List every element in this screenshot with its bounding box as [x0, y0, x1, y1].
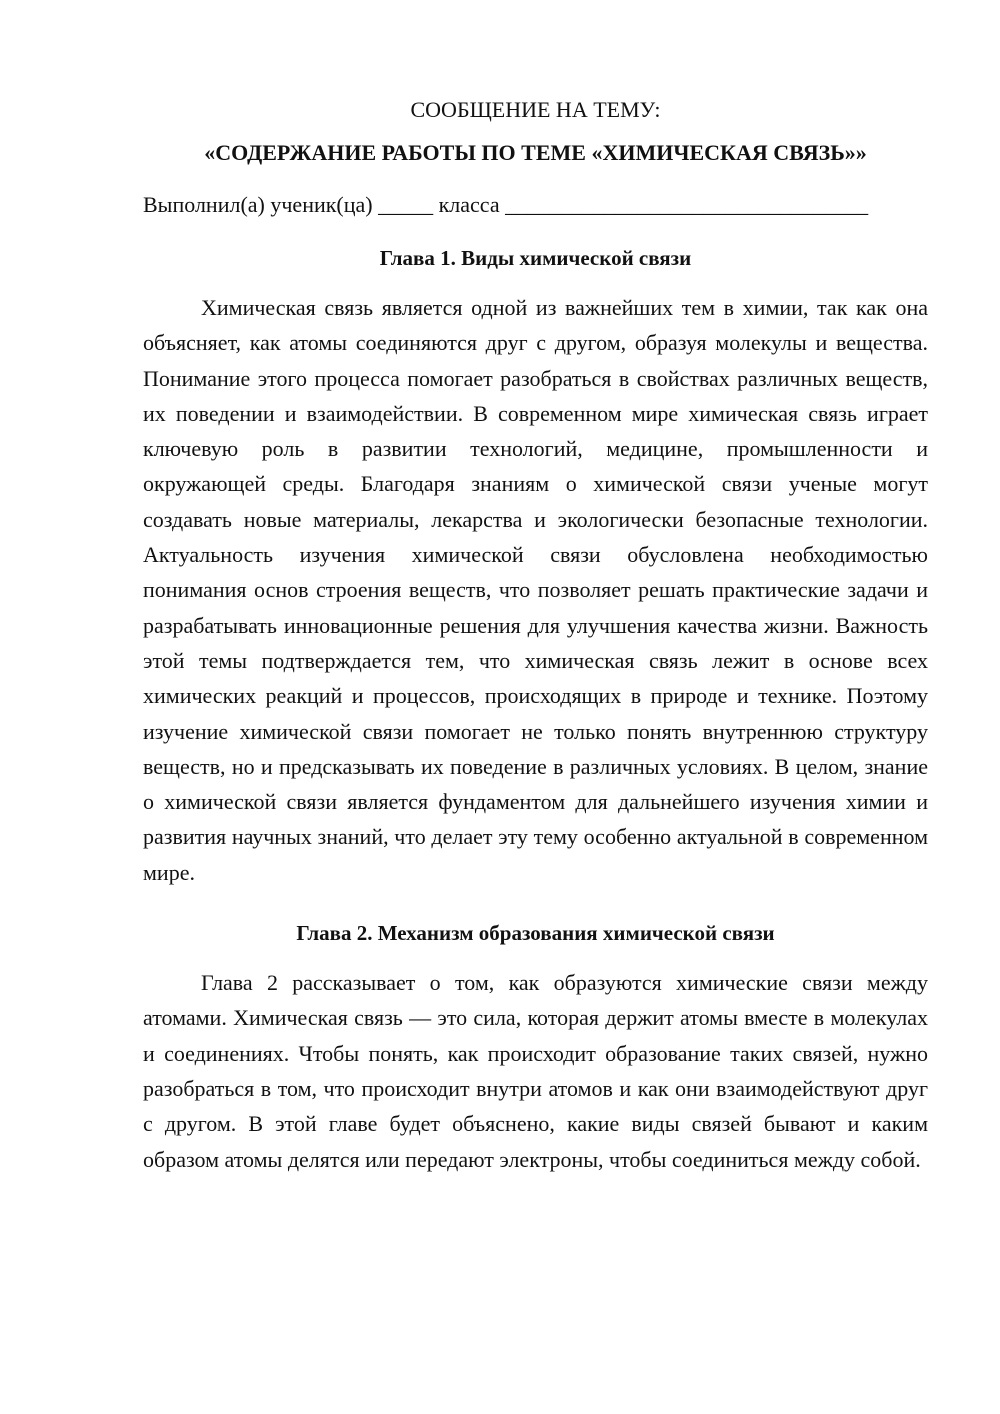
chapter-1-heading: Глава 1. Виды химической связи — [379, 246, 692, 270]
chapter-2-heading: Глава 2. Механизм образования химической связи — [296, 921, 775, 946]
author-line: Выполнил(а) ученик(ца) _____ класса _________________________________ — [143, 192, 869, 217]
chapter-2-paragraph: Глава 2 рассказывает о том, как образуются химические связи между атомами. Химическая связь — это сила, которая держит атомы вместе в молекулах и соединениях. Чтобы понять, как происходит образование таких связей, нужно разобраться в том, что происходит внутри атомов и как они взаимодействуют друг с другом. В этой главе будет объяснено, какие виды связей бывают и каким образом атомы делятся или передают электроны, чтобы соединиться между собой. — [143, 970, 928, 1172]
document-title-line-1: СООБЩЕНИЕ НА ТЕМУ: — [410, 97, 661, 122]
chapter-1-paragraph: Химическая связь является одной из важнейших тем в химии, так как она объясняет, как атомы соединяются друг с другом, образуя молекулы и вещества. Понимание этого процесса помогает разобраться в свойствах различных веществ, их поведении и взаимодействии. В современном мире химическая связь играет ключевую роль в развитии технологий, медицине, промышленности и окружающей среды. Благодаря знаниям о химической связи ученые могут создавать новые материалы, лекарства и экологически безопасные технологии. Актуальность изучения химической связи обусловлена необходимостью понимания основ строения веществ, что позволяет решать практические задачи и разрабатывать инновационные решения для улучшения качества жизни. Важность этой темы подтверждается тем, что химическая связь лежит в основе всех химических реакций и процессов, происходящих в природе и технике. Поэтому изучение химической связи помогает не только понять внутреннюю структуру веществ, но и предсказывать их поведение в различных условиях. В целом, знание о химической связи является фундаментом для дальнейшего изучения химии и развития научных знаний, что делает эту тему особенно актуальной в современном мире. — [143, 295, 928, 885]
document-title-line-2: «СОДЕРЖАНИЕ РАБОТЫ ПО ТЕМЕ «ХИМИЧЕСКАЯ СВЯЗЬ»» — [204, 140, 867, 165]
document-page — [143, 90, 928, 1177]
